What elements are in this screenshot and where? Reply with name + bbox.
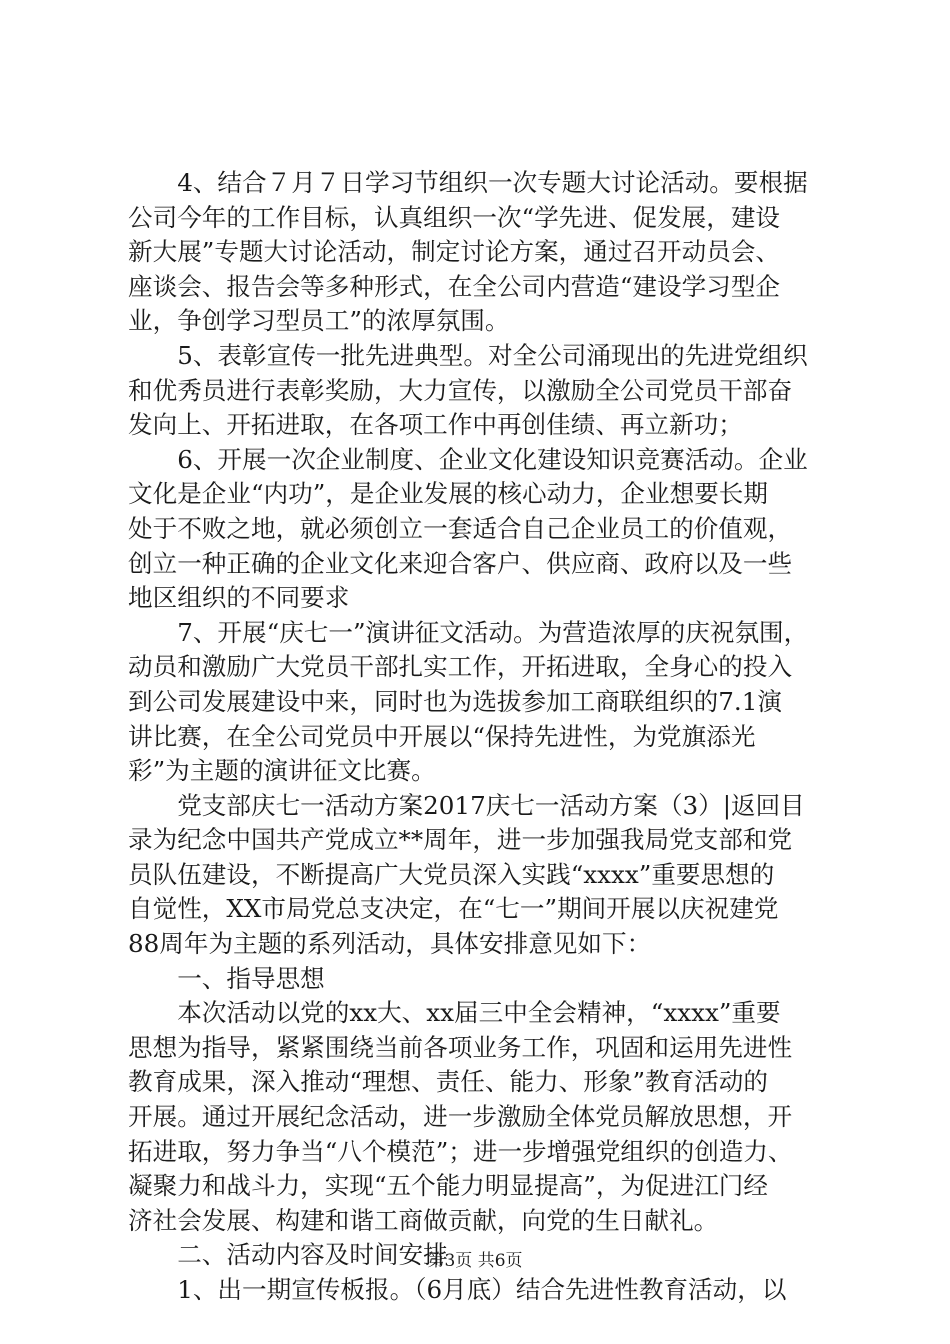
text-line: 讲比赛，在全公司党员中开展以“保持先进性，为党旗添光 [128,721,756,751]
text-line: 员队伍建设，不断提高广大党员深入实践“xxxx”重要思想的 [128,859,775,889]
text-line: 二、活动内容及时间安排 [128,1240,448,1270]
text-line: 自觉性，XX市局党总支决定，在“七一”期间开展以庆祝建党 [128,894,779,924]
text-line: 党支部庆七一活动方案2017庆七一活动方案（3）|返回目 [128,790,805,820]
text-line: 本次活动以党的xx大、xx届三中全会精神，“xxxx”重要 [128,998,781,1028]
text-line: 1、出一期宣传板报。（6月底）结合先进性教育活动，以 [128,1275,787,1304]
text-line: 6、开展一次企业制度、企业文化建设知识竞赛活动。企业 [128,444,808,474]
text-line: 7、开展“庆七一”演讲征文活动。为营造浓厚的庆祝氛围， [128,617,809,647]
text-line: 拓进取，努力争当“八个模范”；进一步增强党组织的创造力、 [128,1136,793,1166]
text-line: 地区组织的不同要求 [128,583,350,613]
text-line: 济社会发展、构建和谐工商做贡献，向党的生日献礼。 [128,1205,719,1235]
text-line: 88周年为主题的系列活动，具体安排意见如下： [128,929,652,959]
text-line: 业，争创学习型员工”的浓厚氛围。 [128,306,510,336]
document-body [128,166,828,1308]
text-line: 教育成果，深入推动“理想、责任、能力、形象”教育活动的 [128,1067,768,1097]
text-line: 开展。通过开展纪念活动，进一步激励全体党员解放思想，开 [128,1102,793,1132]
text-line: 文化是企业“内功”，是企业发展的核心动力，企业想要长期 [128,479,768,509]
text-line: 公司今年的工作目标，认真组织一次“学先进、促发展，建设 [128,202,781,232]
text-line: 凝聚力和战斗力，实现“五个能力明显提高”，为促进江门经 [128,1171,768,1201]
text-line: 处于不败之地，就必须创立一套适合自己企业员工的价值观， [128,513,793,543]
text-line: 到公司发展建设中来，同时也为选拔参加工商联组织的7.1演 [128,686,782,716]
text-line: 和优秀员进行表彰奖励，大力宣传，以激励全公司党员干部奋 [128,375,793,405]
text-line: 发向上、开拓进取，在各项工作中再创佳绩、再立新功； [128,410,743,440]
text-line: 动员和激励广大党员干部扎实工作，开拓进取，全身心的投入 [128,652,793,682]
text-line: 彩”为主题的演讲征文比赛。 [128,756,436,786]
text-line: 新大展”专题大讨论活动，制定讨论方案，通过召开动员会、 [128,237,781,267]
text-line: 4、结合７月７日学习节组织一次专题大讨论活动。要根据 [128,168,808,197]
text-line: 座谈会、报告会等多种形式，在全公司内营造“建设学习型企 [128,271,781,301]
text-line: 录为纪念中国共产党成立**周年，进一步加强我局党支部和党 [128,825,793,855]
text-line: 思想为指导，紧紧围绕当前各项业务工作，巩固和运用先进性 [128,1032,793,1062]
text-line: 5、表彰宣传一批先进典型。对全公司涌现出的先进党组织 [128,340,808,370]
text-line: 创立一种正确的企业文化来迎合客户、供应商、政府以及一些 [128,548,793,578]
page-footer: 第3页 共6页 [427,1251,523,1271]
text-line: 一、指导思想 [128,963,325,993]
